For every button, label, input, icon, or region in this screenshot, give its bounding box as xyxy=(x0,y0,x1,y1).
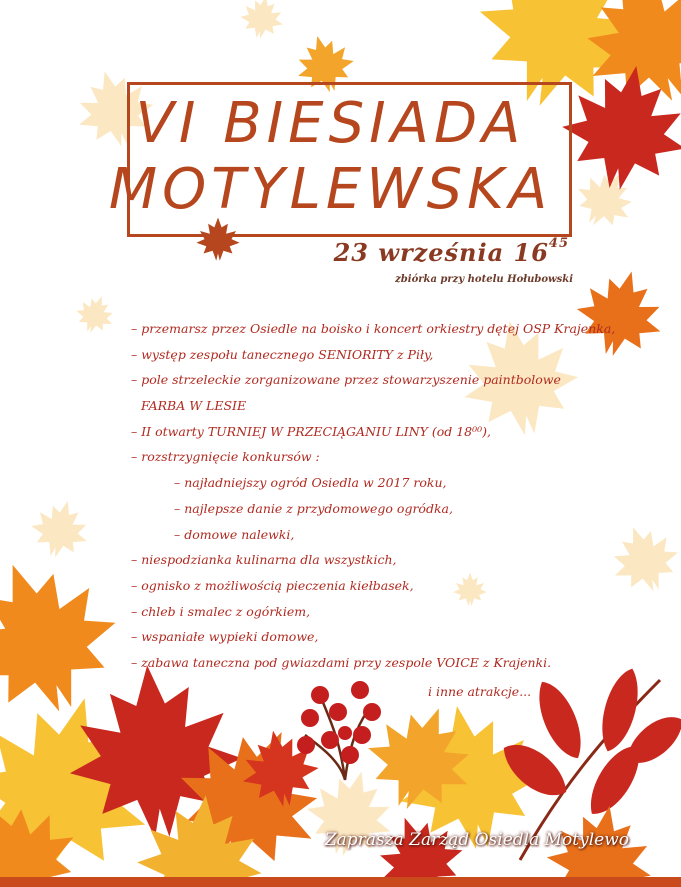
title-line-1: VI BIESIADA xyxy=(135,91,526,156)
program-item: – pole strzeleckie zorganizowane przez stowarzyszenie paintbolowe xyxy=(131,372,561,388)
program-item: – zabawa taneczna pod gwiazdami przy zespole VOICE z Krajenki. xyxy=(131,654,552,670)
organizer-footer: Zaprasza Zarząd Osiedla Motylewo xyxy=(324,830,629,850)
program-item: – przemarsz przez Osiedle na boisko i koncert orkiestry dętej OSP Krajenka, xyxy=(131,321,616,336)
event-date xyxy=(334,238,569,267)
bottom-bar xyxy=(0,877,681,887)
program-item: – niespodzianka kulinarna dla wszystkich, xyxy=(131,552,397,568)
program-list xyxy=(131,316,616,676)
program-item: – II otwarty TURNIEJ W PRZECIĄGANIU LINY (od 18⁰⁰), xyxy=(131,423,492,439)
program-item: – chleb i smalec z ogórkiem, xyxy=(131,603,311,619)
program-item: – wspaniałe wypieki domowe, xyxy=(131,629,319,645)
contest-item: – domowe nalewki, xyxy=(174,526,295,542)
contest-item: – najlepsze danie z przydomowego ogródka, xyxy=(174,500,453,516)
rowan-berries-icon xyxy=(297,681,381,780)
other-attractions: i inne atrakcje... xyxy=(428,684,532,699)
meeting-point: zbiórka przy hotelu Hołubowski xyxy=(395,274,573,285)
contest-item: – najładniejszy ogród Osiedla w 2017 roku, xyxy=(174,475,447,491)
event-time-minutes: 45 xyxy=(548,236,569,251)
event-date-text: 23 września 16 xyxy=(333,238,549,267)
program-item-continuation: FARBA W LESIE xyxy=(141,398,247,414)
program-item: – ognisko z możliwością pieczenia kiełbasek, xyxy=(131,577,414,593)
program-item: – rozstrzygnięcie konkursów : xyxy=(131,449,320,465)
program-item: – występ zespołu tanecznego SENIORITY z Piły, xyxy=(131,346,434,362)
title-line-2: MOTYLEWSKA xyxy=(108,157,553,222)
